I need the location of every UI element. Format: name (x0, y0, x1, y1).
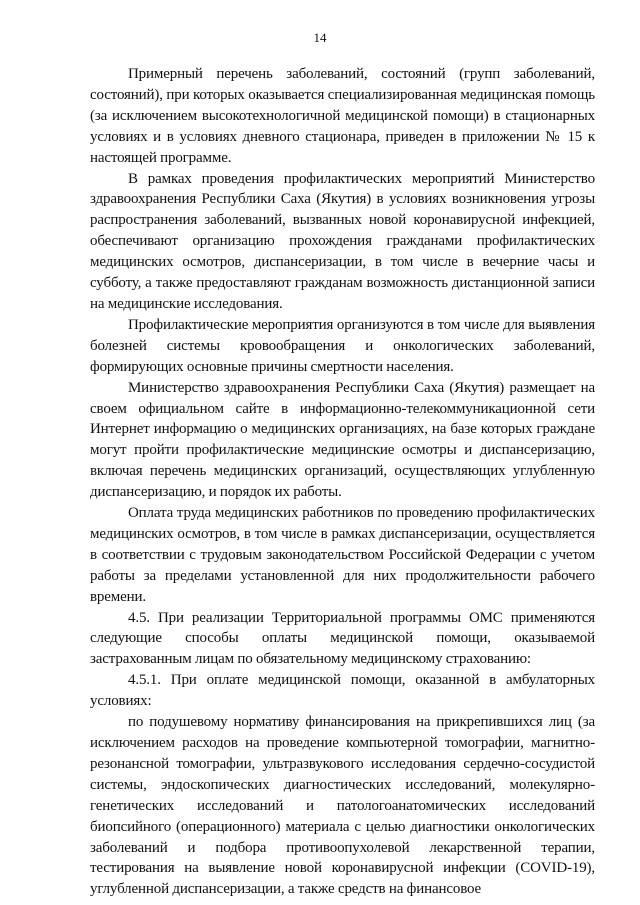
document-body (90, 64, 595, 900)
page-number: 14 (313, 30, 327, 45)
paragraph-per-capita-financing: по подушевому нормативу финансирования на прикрепившихся лиц (за исключением расходов на проведение компьютерной томографии, магнитно-резонансной томографии, ультразвукового исследования сердечно-сосудистой системы, эндоскопических диагностических исследований, молекулярно-генетических исследований и патологоанатомических исследований биопсийного (операционного) материала с целью диагностики онкологических заболеваний и подбора противоопухолевой лекарственной терапии, тестирования на выявление новой коронавирусной инфекции (COVID-19), углубленной диспансеризации, а также средств на финансовое (90, 714, 595, 898)
paragraph-preventive-organization: Профилактические мероприятия организуются в том числе для выявления болезней системы кровообращения и онкологических заболеваний, формирующих основные причины смертности населения. (90, 316, 595, 375)
paragraph-specialized-care-list: Примерный перечень заболеваний, состояний (групп заболеваний, состояний), при которых оказывается специализированная медицинская помощь (за исключением высокотехнологичной медицинской помощи) в стационарных условиях и в условиях дневного стационара, приведен в приложении № 15 к настоящей программе. (90, 66, 595, 166)
paragraph-section-4-5-1: 4.5.1. При оплате медицинской помощи, оказанной в амбулаторных условиях: (90, 672, 595, 710)
paragraph-preventive-measures: В рамках проведения профилактических мероприятий Министерство здравоохранения Республики Саха (Якутия) в условиях возникновения угрозы распространения заболеваний, вызванных новой коронавирусной инфекцией, обеспечивают организацию прохождения гражданами профилактических медицинских осмотров, диспансеризации, в том числе в вечерние часы и субботу, а также предоставляют гражданам возможность дистанционной записи на медицинские исследования. (90, 170, 595, 312)
paragraph-ministry-website: Министерство здравоохранения Республики Саха (Якутия) размещает на своем официальном сайте в информационно-телекоммуникационной сети Интернет информацию о медицинских организациях, на базе которых граждане могут пройти профилактические медицинские осмотры и диспансеризацию, включая перечень медицинских организаций, осуществляющих углубленную диспансеризацию, и порядок их работы. (90, 379, 595, 501)
paragraph-section-4-5: 4.5. При реализации Территориальной программы ОМС применяются следующие способы оплаты медицинской помощи, оказываемой застрахованным лицам по обязательному медицинскому страхованию: (90, 609, 595, 668)
paragraph-labor-payment: Оплата труда медицинских работников по проведению профилактических медицинских осмотров, в том числе в рамках диспансеризации, осуществляется в соответствии с трудовым законодательством Российской Федерации с учетом работы за пределами установленной для них продолжительности рабочего времени. (90, 505, 595, 605)
